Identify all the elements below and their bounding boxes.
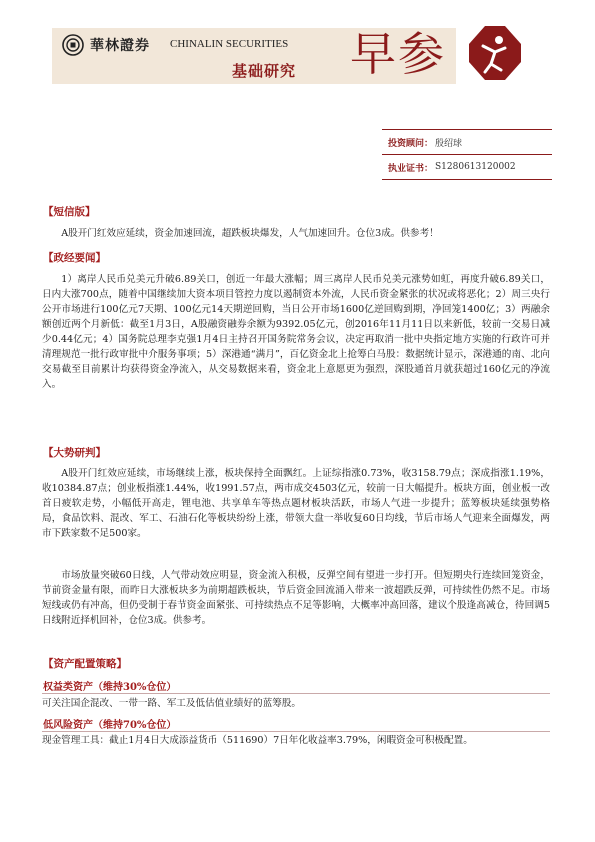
advisor-name: 殷绍球 <box>435 138 463 149</box>
policy-news: 1）离岸人民币兑美元升破6.89关口，创近一年最大涨幅；周三离岸人民币兑美元涨势如虹，再度升破6.89关口，日内大涨700点，随着中国继续加大资本项目管控力度以遏制资本外流，人民币资金紧张的状况或将恶化；2）周三央行公开市场进行100亿元7天期、100亿元14天期逆回购，当日公开市场1600亿逆回购到期，净回笼1400亿；3）两融余额创近两个月新低：截至1月3日，A股融资融券余额为9392.05亿元，创2016年11月11日以来新低，较前一交易日减少0.44亿元；4）国务院总理李克强1月4日主持召开国务院常务会议，决定再取消一批中央指定地方实施的行政许可并清理规范一批行政审批中介服务事项；5）深港通“满月”，百亿资金北上抢筹白马股：数据统计显示，深港通的南、北向交易截至目前累计均获得资金净流入，从交易数据来看，资金北上意愿更为强烈，深股通首月就获超过160亿元的净流入。 <box>42 274 550 390</box>
license-label: 执业证书： <box>388 163 434 174</box>
corner-emblem-icon <box>469 26 521 80</box>
section-title-allocation: 【资产配置策略】 <box>43 658 127 670</box>
brand-name-en: CHINALIN SECURITIES <box>170 38 289 50</box>
trend-paragraph-2: 市场放量突破60日线，人气带动效应明显，资金流入积极，反弹空间有望进一步打开。但短期央行连续回笼资金，节前资金量有限，而昨日大涨板块多为前期超跌板块，节后资金回流涌入带来一波超跌反弹，可持续性仍然不足。市场短线或仍有冲高，但仍受制于春节资金面紧张、可持续热点不足等影响，大概率冲高回落，建议个股逢高减仓，待回调5日线附近择机回补，仓位3成。供参考。 <box>42 570 550 626</box>
company-logo-icon <box>62 34 84 56</box>
short-summary: A股开门红效应延续，资金加速回流，超跌板块爆发，人气加速回升。仓位3成。供参考！ <box>61 228 439 239</box>
license-number: S1280613120002 <box>435 162 516 172</box>
advisor-info-box <box>382 129 552 180</box>
equity-heading: 权益类资产（维持30%仓位） <box>43 682 177 693</box>
lowrisk-heading: 低风险资产（维持70%仓位） <box>43 720 177 731</box>
equity-divider <box>42 693 550 694</box>
brand-name-cn: 華林證券 <box>90 38 150 54</box>
trend-paragraph-1: A股开门红效应延续，市场继续上涨，板块保持全面飘红。上证综指涨0.73%，收3158.79点；深成指涨1.19%，收10384.87点；创业板指涨1.44%，收1991.57点，两市成交4503亿元，较前一日大幅提升。板块方面，创业板一改首日疲软走势，小幅低开高走，锂电池、共享单车等热点题材板块活跃，市场人气进一步提升；蓝筹板块延续强势格局，食品饮料、混改、军工、石油石化等板块纷纷上涨，带领大盘一举收复60日均线，节后市场人气迎来全面爆发，两市下跌家数不足500家。 <box>42 468 550 539</box>
lowrisk-divider <box>42 731 550 732</box>
report-category: 基础研究 <box>232 62 297 80</box>
section-title-policy: 【政经要闻】 <box>43 252 106 264</box>
advisor-row <box>382 130 552 154</box>
license-row <box>382 154 552 179</box>
section-title-short: 【短信版】 <box>43 206 96 218</box>
advisor-label: 投资顾问： <box>388 138 434 149</box>
report-title: 早参 <box>350 27 446 81</box>
section-title-trend: 【大势研判】 <box>43 447 106 459</box>
equity-text: 可关注国企混改、一带一路、军工及低估值业绩好的蓝筹股。 <box>42 698 302 709</box>
report-header <box>0 0 595 90</box>
lowrisk-text: 现金管理工具：截止1月4日大成添益货币（511690）7日年化收益率3.79%，闲暇资金可积极配置。 <box>42 735 473 746</box>
